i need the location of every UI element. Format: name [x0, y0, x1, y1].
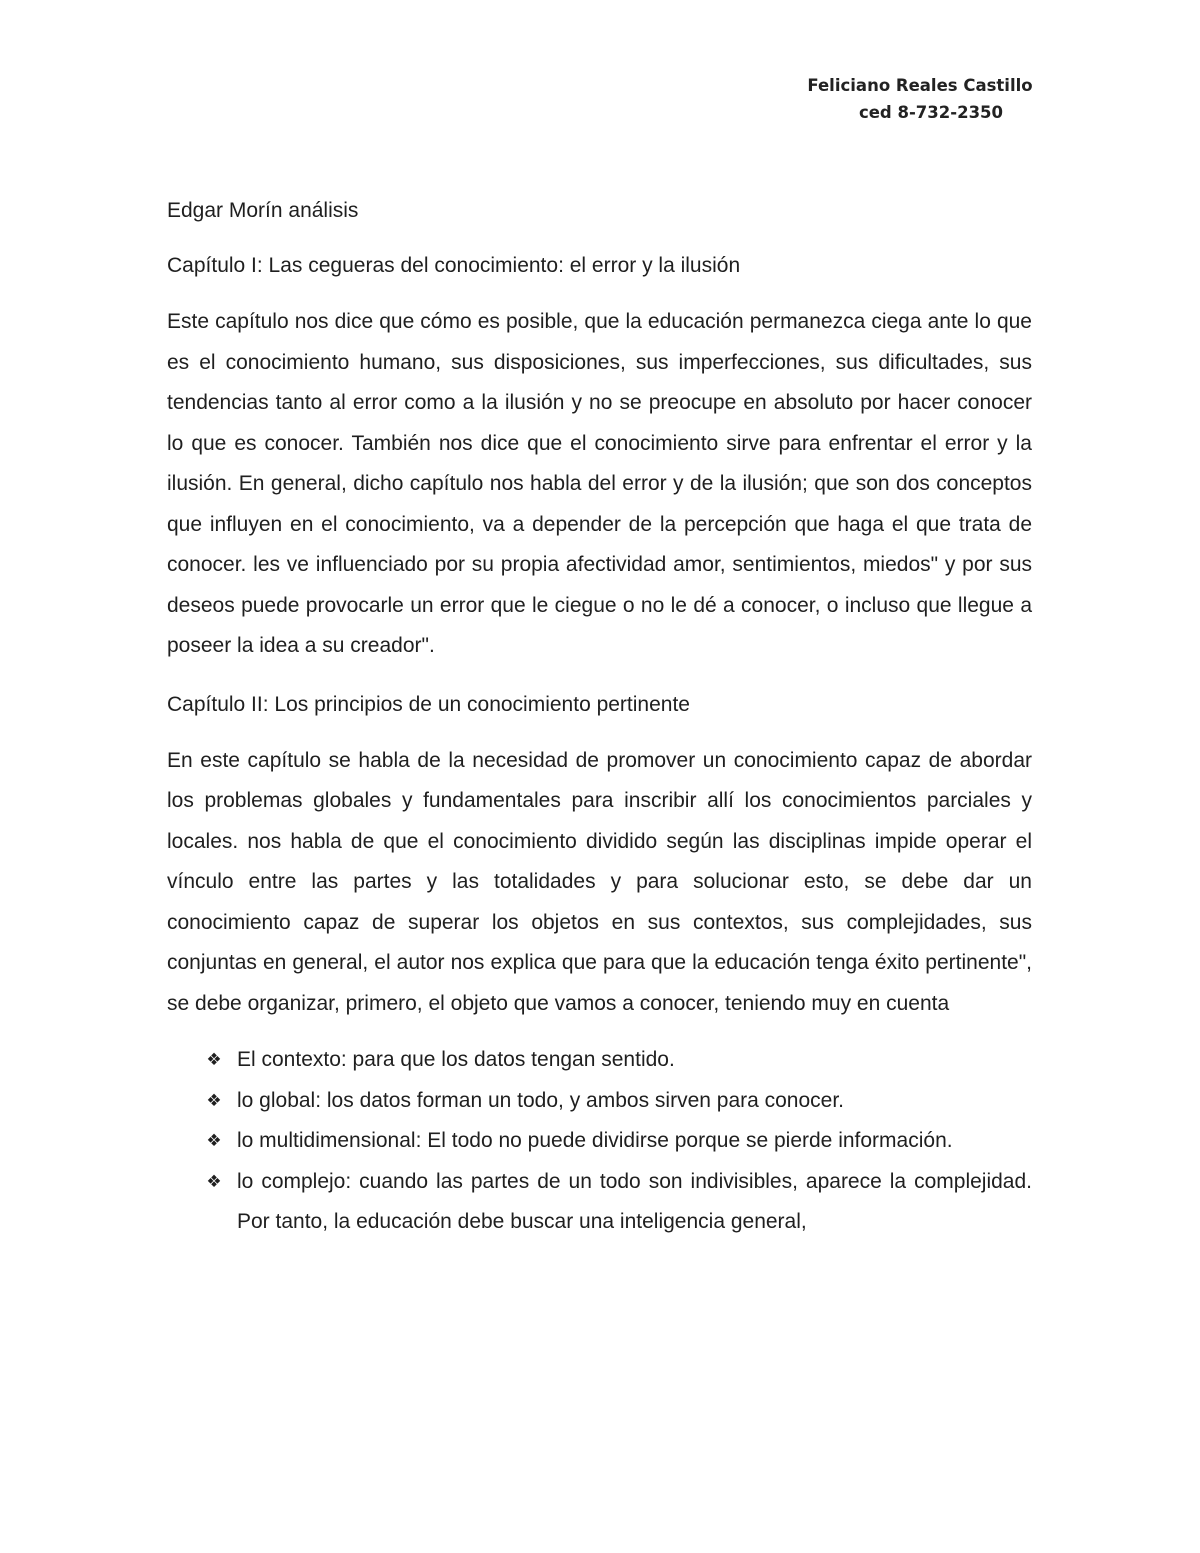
chapter-2-heading: Capítulo II: Los principios de un conocimiento pertinente [167, 692, 690, 716]
diamond-bullet-icon: ❖ [206, 1050, 222, 1070]
chapter-1-heading: Capítulo I: Las cegueras del conocimiento: el error y la ilusión [167, 254, 741, 277]
list-item-text: lo complejo: cuando las partes de un todo son indivisibles, aparece la complejidad. Por tanto, la educación debe buscar una inteligencia general, [237, 1169, 1032, 1233]
list-item-text: lo multidimensional: El todo no puede dividirse porque se pierde información. [237, 1129, 953, 1152]
diamond-bullet-icon: ❖ [206, 1171, 222, 1192]
list-item-text: El contexto: para que los datos tengan sentido. [237, 1048, 675, 1071]
list-item-text: lo global: los datos forman un todo, y ambos sirven para conocer. [237, 1088, 845, 1112]
diamond-bullet-icon: ❖ [206, 1090, 222, 1111]
document-body [167, 194, 1032, 1243]
document-title: Edgar Morín análisis [167, 199, 359, 222]
author-block [780, 72, 1060, 126]
list-item [167, 1040, 1032, 1081]
chapter-2-bullet-list [167, 1040, 1032, 1243]
author-id: ced 8-732-2350 [858, 103, 1004, 122]
list-item [167, 1081, 1032, 1122]
list-item [167, 1162, 1032, 1243]
chapter-2-paragraph: En este capítulo se habla de la necesidad de promover un conocimiento capaz de abordar los problemas globales y fundamentales para inscribir allí los conocimientos parciales y locales. nos habla de que el conocimiento dividido según las disciplinas impide operar el vínculo entre las partes y las totalidades y para solucionar esto, se debe dar un conocimiento capaz de superar los objetos en sus contextos, sus complejidades, sus conjuntas en general, el autor nos explica que para que la educación tenga éxito pertinente", se debe organizar, primero, el objeto que vamos a conocer, teniendo muy en cuenta [167, 748, 1032, 1015]
chapter-1-paragraph: Este capítulo nos dice que cómo es posible, que la educación permanezca ciega ante lo que es el conocimiento humano, sus disposiciones, sus imperfecciones, sus dificultades, sus tendencias tanto al error como a la ilusión y no se preocupe en absoluto por hacer conocer lo que es conocer. También nos dice que el conocimiento sirve para enfrentar el error y la ilusión. En general, dicho capítulo nos habla del error y de la ilusión; que son dos conceptos que influyen en el conocimiento, va a depender de la percepción que haga el que trata de conocer. les ve influenciado por su propia afectividad amor, sentimientos, miedos" y por sus deseos puede provocarle un error que le ciegue o no le dé a conocer, o incluso que llegue a poseer la idea a su creador". [167, 310, 1032, 657]
author-name: Feliciano Reales Castillo [807, 76, 1033, 95]
list-item [167, 1121, 1032, 1162]
diamond-bullet-icon: ❖ [206, 1131, 222, 1151]
